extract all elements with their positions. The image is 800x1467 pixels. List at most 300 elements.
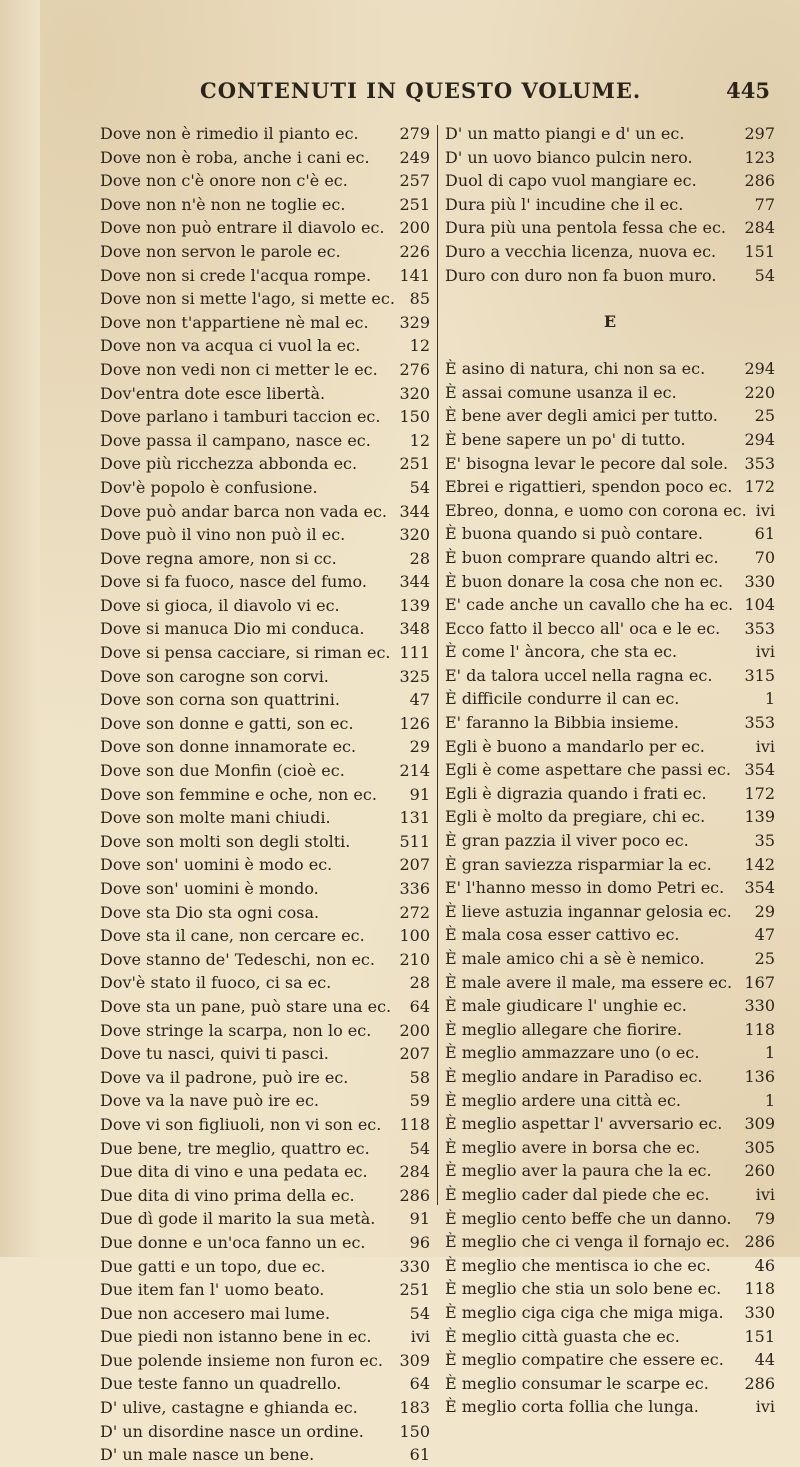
- entry-text: Dove son carogne son corvi.: [100, 666, 329, 686]
- index-entry: [445, 640, 775, 664]
- entry-text: Dove stanno de' Tedeschi, non ec.: [100, 949, 375, 969]
- entry-page-number: 344: [399, 501, 430, 521]
- entry-text: Dove si manuca Dio mi conduca.: [100, 619, 365, 639]
- entry-text: È meglio compatire che essere ec.: [445, 1350, 724, 1370]
- index-entry: [100, 570, 430, 594]
- index-entry: [445, 1277, 775, 1301]
- entry-page-number: 294: [744, 429, 775, 449]
- entry-text: È buona quando si può contare.: [445, 524, 703, 544]
- entry-text: D' ulive, castagne e ghianda ec.: [100, 1398, 358, 1418]
- entry-text: Dove son molti son degli stolti.: [100, 831, 351, 851]
- column-divider: [437, 125, 438, 1205]
- entry-page-number: 64: [409, 1374, 430, 1394]
- index-entry: [445, 617, 775, 641]
- entry-text: Dove non può entrare il diavolo ec.: [100, 218, 385, 238]
- right-column: [445, 122, 775, 1419]
- entry-page-number: 167: [744, 972, 775, 992]
- entry-page-number: 320: [399, 525, 430, 545]
- index-entry: [100, 1137, 430, 1161]
- entry-page-number: 511: [399, 831, 430, 851]
- entry-text: È difficile condurre il can ec.: [445, 689, 680, 709]
- entry-page-number: 47: [754, 925, 775, 945]
- entry-text: Dove non è rimedio il pianto ec.: [100, 124, 359, 143]
- entry-text: Dove son donne innamorate ec.: [100, 737, 357, 757]
- entry-page-number: 325: [399, 666, 430, 686]
- entry-page-number: 25: [754, 949, 775, 968]
- entry-page-number: 251: [399, 194, 430, 214]
- entry-text: Dove tu nasci, quivi ti pasci.: [100, 1044, 329, 1064]
- entry-text: Dove son donne e gatti, son ec.: [100, 713, 354, 733]
- entry-page-number: 305: [744, 1137, 775, 1157]
- entry-text: Ecco fatto il becco all' oca e le ec.: [445, 618, 721, 638]
- entry-text: Dove son corna son quattrini.: [100, 690, 340, 710]
- index-entry: [445, 122, 775, 146]
- entry-text: Dove più ricchezza abbonda ec.: [100, 454, 358, 474]
- index-entry: [445, 1041, 775, 1065]
- entry-text: Ebrei e rigattieri, spendon poco ec.: [445, 477, 733, 497]
- entry-page-number: 91: [409, 1209, 430, 1229]
- entry-page-number: 336: [399, 879, 430, 898]
- index-entry: [445, 1301, 775, 1325]
- entry-page-number: 309: [744, 1114, 775, 1134]
- entry-text: Duol di capo vuol mangiare ec.: [445, 171, 697, 191]
- entry-page-number: 1: [764, 1043, 775, 1063]
- index-entry: [445, 216, 775, 240]
- index-entry: [445, 1207, 775, 1231]
- entry-page-number: ivi: [755, 642, 775, 662]
- index-entry: [445, 664, 775, 688]
- entry-text: D' un matto piangi e d' un ec.: [445, 124, 685, 143]
- index-entry: [445, 805, 775, 829]
- entry-text: È mala cosa esser cattivo ec.: [445, 925, 680, 945]
- entry-page-number: 200: [399, 1020, 430, 1040]
- entry-text: È meglio andare in Paradiso ec.: [445, 1066, 703, 1086]
- entry-page-number: 54: [754, 265, 775, 285]
- index-entry: [445, 1372, 775, 1396]
- entry-text: Dove son due Monfin (cioè ec.: [100, 761, 345, 781]
- index-entry: [445, 240, 775, 264]
- entry-text: Dura più l' incudine che il ec.: [445, 194, 684, 214]
- entry-text: È meglio cento beffe che un danno.: [445, 1208, 732, 1228]
- index-entry: [100, 1325, 430, 1349]
- entry-text: Dove passa il campano, nasce ec.: [100, 430, 371, 450]
- entry-text: Dove non vedi non ci metter le ec.: [100, 359, 378, 379]
- entry-page-number: 150: [399, 407, 430, 427]
- entry-text: Dove son femmine e oche, non ec.: [100, 784, 377, 804]
- entry-page-number: 172: [744, 783, 775, 803]
- index-entry: [100, 830, 430, 854]
- index-entry: [100, 948, 430, 972]
- entry-page-number: 136: [744, 1066, 775, 1086]
- entry-text: E' bisogna levar le pecore dal sole.: [445, 453, 729, 473]
- entry-page-number: 257: [399, 171, 430, 191]
- entry-page-number: 284: [399, 1162, 430, 1182]
- entry-text: È lieve astuzia ingannar gelosia ec.: [445, 901, 732, 921]
- entry-page-number: 123: [744, 147, 775, 167]
- entry-text: È meglio ciga ciga che miga miga.: [445, 1302, 724, 1322]
- entry-text: Dove non t'appartiene nè mal ec.: [100, 312, 369, 332]
- entry-page-number: 330: [744, 1302, 775, 1322]
- index-entry: [445, 1254, 775, 1278]
- index-entry: [100, 971, 430, 995]
- entry-text: Dov'entra dote esce libertà.: [100, 383, 326, 403]
- entry-text: Egli è digrazia quando i frati ec.: [445, 783, 707, 803]
- index-entry: [100, 216, 430, 240]
- index-entry: [100, 759, 430, 783]
- index-entry: [445, 994, 775, 1018]
- entry-page-number: 61: [409, 1445, 430, 1465]
- entry-text: Dove son' uomini è mondo.: [100, 879, 319, 898]
- entry-page-number: 309: [399, 1350, 430, 1370]
- entry-text: Dove si pensa cacciare, si riman ec.: [100, 643, 391, 663]
- index-entry: [100, 901, 430, 925]
- index-entry: [445, 546, 775, 570]
- entry-page-number: 315: [744, 665, 775, 685]
- entry-page-number: 251: [399, 1280, 430, 1300]
- index-entry: [100, 334, 430, 358]
- index-entry: [100, 735, 430, 759]
- index-entry: [100, 311, 430, 335]
- entry-text: Dove sta il cane, non cercare ec.: [100, 926, 365, 946]
- entry-page-number: 330: [744, 996, 775, 1016]
- index-entry: [100, 287, 430, 311]
- index-entry: [100, 1042, 430, 1066]
- entry-text: È male giudicare l' unghie ec.: [445, 996, 687, 1016]
- index-entry: [445, 1183, 775, 1207]
- index-entry: [100, 1184, 430, 1208]
- index-entry: [100, 1278, 430, 1302]
- index-entry: [100, 405, 430, 429]
- index-entry: [100, 264, 430, 288]
- index-entry: [100, 1443, 430, 1467]
- entry-page-number: 279: [399, 124, 430, 143]
- index-entry: [100, 1207, 430, 1231]
- index-entry: [445, 193, 775, 217]
- entry-page-number: 286: [744, 1232, 775, 1252]
- entry-page-number: 214: [399, 761, 430, 781]
- section-letter: E: [603, 312, 617, 332]
- entry-page-number: ivi: [755, 1184, 775, 1204]
- entry-text: È male avere il male, ma essere ec.: [445, 972, 733, 992]
- entry-page-number: 207: [399, 1044, 430, 1064]
- entry-text: Dove può il vino non può il ec.: [100, 525, 346, 545]
- page-gutter: [0, 0, 40, 1257]
- entry-page-number: 77: [754, 194, 775, 214]
- index-entry: [100, 665, 430, 689]
- entry-page-number: 61: [754, 524, 775, 544]
- index-entry: [100, 641, 430, 665]
- entry-text: Due gatti e un topo, due ec.: [100, 1256, 326, 1276]
- index-entry: [445, 381, 775, 405]
- entry-page-number: 276: [399, 359, 430, 379]
- index-entry: [100, 783, 430, 807]
- index-entry: [445, 735, 775, 759]
- entry-text: È meglio ammazzare uno (o ec.: [445, 1043, 700, 1063]
- entry-page-number: 344: [399, 572, 430, 592]
- entry-page-number: ivi: [410, 1327, 430, 1347]
- entry-text: D' un uovo bianco pulcin nero.: [445, 147, 693, 167]
- entry-text: Dove non è roba, anche i cani ec.: [100, 147, 370, 167]
- entry-text: Egli è molto da pregiare, chi ec.: [445, 807, 706, 827]
- entry-text: Dove parlano i tamburi taccion ec.: [100, 407, 381, 427]
- index-entry: [445, 687, 775, 711]
- entry-page-number: 59: [409, 1091, 430, 1111]
- entry-text: D' un disordine nasce un ordine.: [100, 1421, 364, 1441]
- entry-page-number: 46: [754, 1255, 775, 1275]
- entry-page-number: 272: [399, 902, 430, 922]
- entry-page-number: 70: [754, 547, 775, 567]
- entry-text: Due piedi non istanno bene in ec.: [100, 1327, 372, 1347]
- index-entry: [100, 429, 430, 453]
- entry-page-number: 183: [399, 1398, 430, 1418]
- entry-page-number: 131: [399, 808, 430, 828]
- entry-page-number: 28: [409, 548, 430, 568]
- entry-page-number: 294: [744, 359, 775, 379]
- entry-text: È buon comprare quando altri ec.: [445, 547, 719, 567]
- entry-page-number: 297: [744, 124, 775, 143]
- entry-text: È bene aver degli amici per tutto.: [445, 406, 718, 426]
- entry-page-number: 44: [754, 1350, 775, 1370]
- entry-text: Due donne e un'oca fanno un ec.: [100, 1232, 366, 1252]
- entry-text: È meglio aver la paura che la ec.: [445, 1161, 712, 1181]
- index-entry: [100, 594, 430, 618]
- index-entry: [445, 475, 775, 499]
- entry-text: Dove vi son figliuoli, non vi son ec.: [100, 1114, 382, 1134]
- index-entry: [445, 522, 775, 546]
- index-entry: [445, 570, 775, 594]
- entry-page-number: 320: [399, 383, 430, 403]
- entry-page-number: 353: [744, 713, 775, 733]
- index-entry: [445, 593, 775, 617]
- index-entry: [445, 169, 775, 193]
- index-entry: [445, 711, 775, 735]
- entry-page-number: 354: [744, 760, 775, 780]
- entry-page-number: 54: [409, 477, 430, 497]
- entry-text: Dove non va acqua ci vuol la ec.: [100, 336, 361, 356]
- index-entry: [100, 1349, 430, 1373]
- entry-page-number: 151: [744, 241, 775, 261]
- header-page-number: 445: [726, 78, 770, 103]
- index-entry: [445, 1065, 775, 1089]
- entry-page-number: 142: [744, 854, 775, 874]
- entry-page-number: 207: [399, 855, 430, 875]
- index-entry: [445, 876, 775, 900]
- entry-text: È male amico chi a sè è nemico.: [445, 949, 705, 968]
- entry-page-number: 85: [409, 289, 430, 309]
- index-entry: [100, 1089, 430, 1113]
- entry-page-number: 249: [399, 147, 430, 167]
- index-entry: [100, 617, 430, 641]
- index-entry: [100, 1420, 430, 1444]
- entry-page-number: 139: [399, 595, 430, 615]
- entry-text: Due dita di vino prima della ec.: [100, 1185, 355, 1205]
- entry-text: Dove son molte mani chiudi.: [100, 808, 331, 828]
- entry-page-number: 284: [744, 218, 775, 238]
- index-entry: [445, 1089, 775, 1113]
- entry-text: E' cade anche un cavallo che ha ec.: [445, 595, 734, 615]
- index-entry: [100, 1231, 430, 1255]
- entry-page-number: ivi: [755, 500, 775, 520]
- index-entry: [100, 853, 430, 877]
- index-entry: [100, 500, 430, 524]
- entry-page-number: 111: [399, 643, 430, 663]
- entry-page-number: 104: [744, 595, 775, 615]
- entry-page-number: 1: [764, 1090, 775, 1110]
- entry-page-number: 126: [399, 713, 430, 733]
- entry-text: È come l' àncora, che sta ec.: [445, 642, 678, 662]
- entry-page-number: 286: [399, 1185, 430, 1205]
- entry-text: È meglio ardere una città ec.: [445, 1090, 682, 1110]
- entry-text: Dove si fa fuoco, nasce del fumo.: [100, 572, 367, 592]
- entry-text: E' faranno la Bibbia insieme.: [445, 713, 679, 733]
- entry-page-number: 220: [744, 382, 775, 402]
- entry-text: Due dì gode il marito la sua metà.: [100, 1209, 376, 1229]
- entry-text: È asino di natura, chi non sa ec.: [445, 359, 706, 379]
- index-entry: [445, 923, 775, 947]
- entry-page-number: 353: [744, 618, 775, 638]
- index-entry: [445, 404, 775, 428]
- entry-text: Dura più una pentola fessa che ec.: [445, 218, 726, 238]
- index-entry: [100, 523, 430, 547]
- entry-page-number: 348: [399, 619, 430, 639]
- entry-text: È meglio città guasta che ec.: [445, 1326, 680, 1346]
- index-entry: [445, 900, 775, 924]
- entry-page-number: 47: [409, 690, 430, 710]
- entry-text: Dove può andar barca non vada ec.: [100, 501, 387, 521]
- index-entry: [100, 1160, 430, 1184]
- entry-text: Dove si gioca, il diavolo vi ec.: [100, 595, 340, 615]
- entry-text: Due polende insieme non furon ec.: [100, 1350, 383, 1370]
- index-entry: [445, 782, 775, 806]
- entry-page-number: 251: [399, 454, 430, 474]
- entry-text: Egli è come aspettare che passi ec.: [445, 760, 731, 780]
- entry-text: È gran saviezza risparmiar la ec.: [445, 854, 712, 874]
- entry-text: È meglio che ci venga il fornajo ec.: [445, 1232, 730, 1252]
- entry-text: Dov'è popolo è confusione.: [100, 477, 318, 497]
- entry-text: È gran pazzia il viver poco ec.: [445, 831, 689, 851]
- index-entry: [100, 1019, 430, 1043]
- entry-page-number: 64: [409, 996, 430, 1016]
- index-entry: [100, 924, 430, 948]
- index-entry: [100, 806, 430, 830]
- entry-page-number: 25: [754, 406, 775, 426]
- index-entry: [100, 1396, 430, 1420]
- entry-page-number: 100: [399, 926, 430, 946]
- entry-text: Dove sta un pane, può stare una ec.: [100, 996, 392, 1016]
- index-entry: [100, 358, 430, 382]
- entry-text: Dove va il padrone, può ire ec.: [100, 1067, 349, 1087]
- running-header: [200, 78, 770, 108]
- index-entry: [445, 1395, 775, 1419]
- entry-text: Dove non n'è non ne toglie ec.: [100, 194, 346, 214]
- index-entry: [445, 853, 775, 877]
- index-entry: [100, 452, 430, 476]
- index-entry: [445, 1136, 775, 1160]
- entry-text: È buon donare la cosa che non ec.: [445, 571, 724, 591]
- index-entry: [445, 829, 775, 853]
- entry-text: Due bene, tre meglio, quattro ec.: [100, 1138, 370, 1158]
- entry-page-number: 54: [409, 1138, 430, 1158]
- index-entry: [100, 1066, 430, 1090]
- index-entry: [100, 240, 430, 264]
- index-entry: [100, 1255, 430, 1279]
- entry-text: E' da talora uccel nella ragna ec.: [445, 665, 713, 685]
- index-entry: [445, 146, 775, 170]
- entry-page-number: 139: [744, 807, 775, 827]
- entry-text: È meglio che stia un solo bene ec.: [445, 1279, 722, 1299]
- entry-text: È meglio cader dal piede che ec.: [445, 1184, 710, 1204]
- entry-page-number: 58: [409, 1067, 430, 1087]
- entry-page-number: 29: [754, 901, 775, 921]
- entry-text: D' un male nasce un bene.: [100, 1445, 315, 1465]
- index-entry: [100, 169, 430, 193]
- entry-page-number: 286: [744, 171, 775, 191]
- index-entry: [100, 1113, 430, 1137]
- entry-page-number: 91: [409, 784, 430, 804]
- entry-page-number: 118: [399, 1114, 430, 1134]
- entry-text: Dove non servon le parole ec.: [100, 241, 341, 261]
- entry-text: Dove non si crede l'acqua rompe.: [100, 265, 372, 285]
- entry-page-number: 353: [744, 453, 775, 473]
- entry-text: È bene sapere un po' di tutto.: [445, 429, 686, 449]
- entry-text: È meglio allegare che fiorire.: [445, 1019, 682, 1039]
- entry-text: Dove sta Dio sta ogni cosa.: [100, 902, 320, 922]
- entry-page-number: 210: [399, 949, 430, 969]
- entry-text: Due item fan l' uomo beato.: [100, 1280, 325, 1300]
- index-entry: [445, 947, 775, 971]
- entry-page-number: 29: [409, 737, 430, 757]
- index-entry: [445, 452, 775, 476]
- entry-page-number: 12: [409, 430, 430, 450]
- index-entry: [445, 1230, 775, 1254]
- entry-page-number: 96: [409, 1232, 430, 1252]
- entry-text: È meglio aspettar l' avversario ec.: [445, 1114, 723, 1134]
- index-entry: [445, 1325, 775, 1349]
- index-entry: [445, 1112, 775, 1136]
- entry-page-number: 286: [744, 1373, 775, 1393]
- entry-text: Dove non c'è onore non c'è ec.: [100, 171, 348, 191]
- index-entry: [100, 382, 430, 406]
- entry-text: Dove son' uomini è modo ec.: [100, 855, 333, 875]
- entry-page-number: 118: [744, 1019, 775, 1039]
- entry-page-number: 141: [399, 265, 430, 285]
- index-entry: [100, 1372, 430, 1396]
- entry-page-number: 260: [744, 1161, 775, 1181]
- entry-text: Egli è buono a mandarlo per ec.: [445, 736, 705, 756]
- index-entry: [100, 712, 430, 736]
- entry-page-number: 28: [409, 973, 430, 993]
- entry-text: E' l'hanno messo in domo Petri ec.: [445, 878, 725, 898]
- index-entry: [100, 877, 430, 901]
- index-entry: [445, 499, 775, 523]
- entry-page-number: 330: [399, 1256, 430, 1276]
- entry-text: È meglio che mentisca io che ec.: [445, 1255, 711, 1275]
- entry-text: Ebreo, donna, e uomo con corona ec.: [445, 500, 747, 520]
- entry-page-number: 330: [744, 571, 775, 591]
- index-entry: [445, 428, 775, 452]
- entry-text: Dov'è stato il fuoco, ci sa ec.: [100, 973, 332, 993]
- index-entry: [100, 476, 430, 500]
- index-entry: [445, 1018, 775, 1042]
- entry-text: Duro a vecchia licenza, nuova ec.: [445, 241, 717, 261]
- index-entry: [100, 146, 430, 170]
- entry-text: È assai comune usanza il ec.: [445, 382, 677, 402]
- index-entry: [100, 547, 430, 571]
- entry-page-number: 79: [754, 1208, 775, 1228]
- index-entry: [445, 1159, 775, 1183]
- entry-page-number: 200: [399, 218, 430, 238]
- index-entry: [445, 1348, 775, 1372]
